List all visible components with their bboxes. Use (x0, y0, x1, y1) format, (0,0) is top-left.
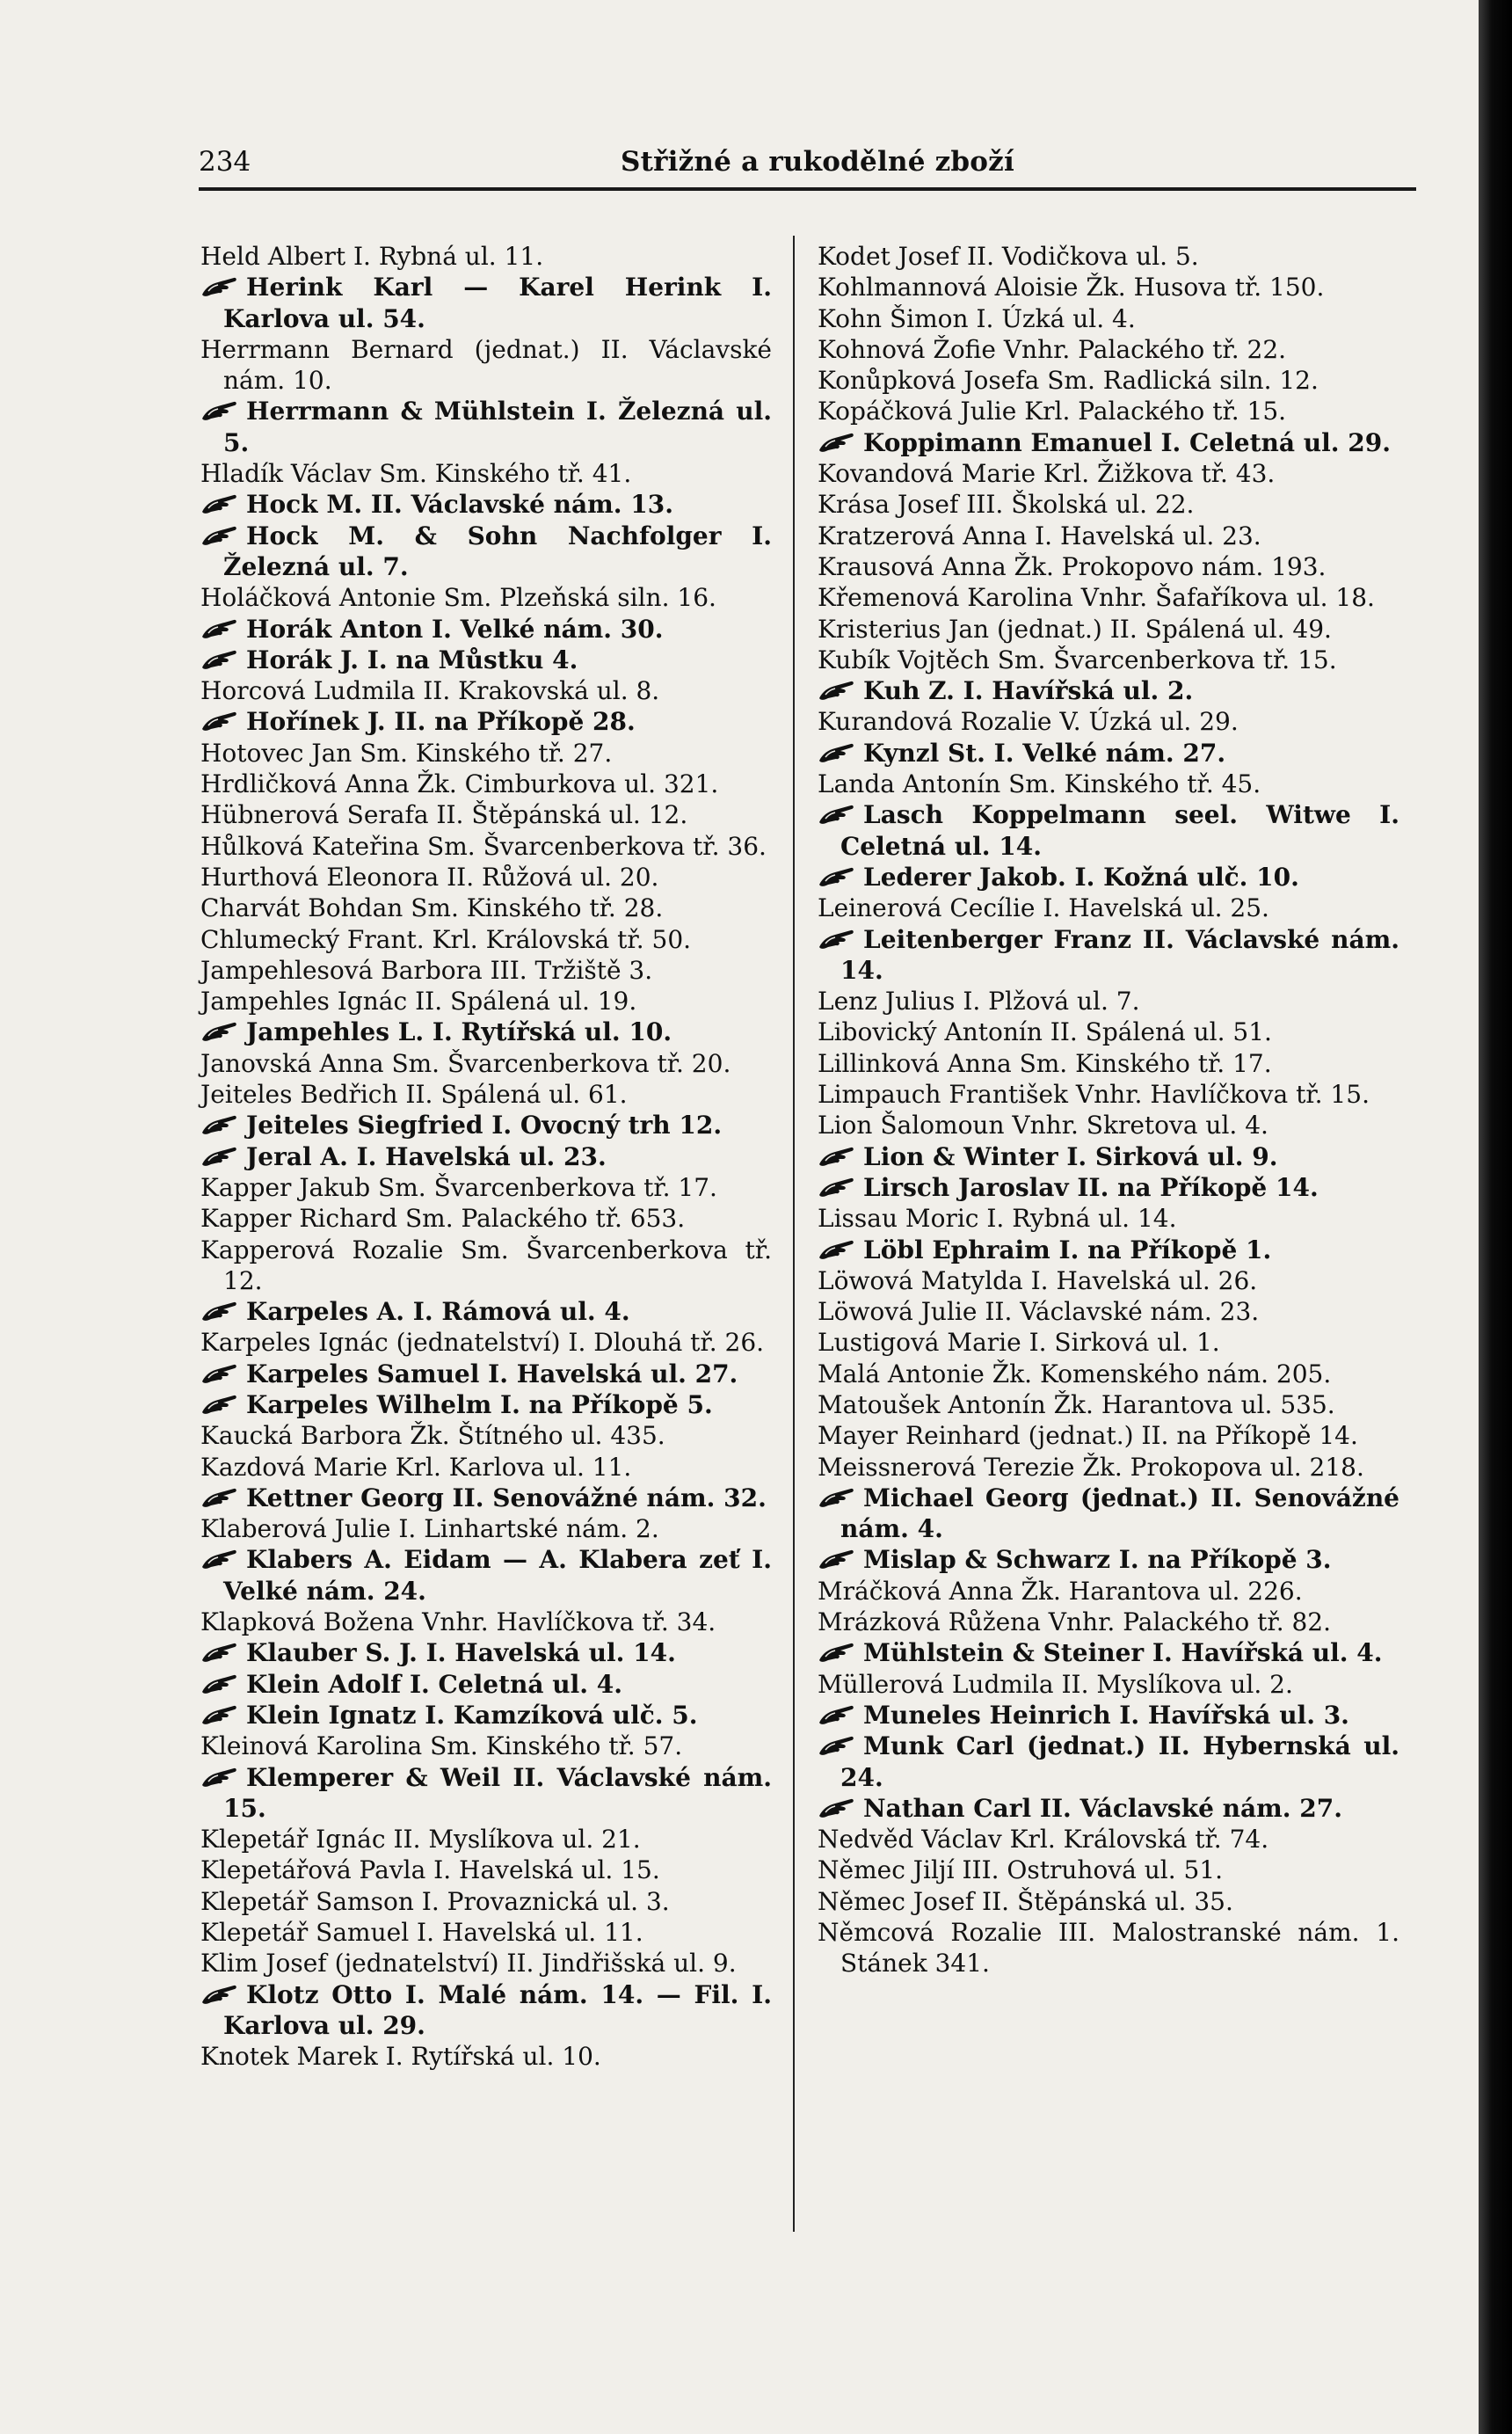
directory-entry (818, 1669, 1399, 1700)
entry-text: Kohn Šimon I. Úzká ul. 4. (818, 303, 1136, 333)
pointing-hand-icon (200, 710, 237, 732)
entry-text: Lustigová Marie I. Sirková ul. 1. (818, 1328, 1220, 1358)
directory-entry (200, 1886, 772, 1917)
entry-text: Jampehles L. I. Rytířská ul. 10. (246, 1017, 672, 1047)
directory-entry (818, 645, 1399, 675)
directory-entry (200, 924, 772, 955)
column-divider (793, 236, 795, 2232)
directory-entry (200, 738, 772, 769)
entry-text: Jeiteles Bedřich II. Spálená ul. 61. (200, 1080, 628, 1110)
entry-text: Lion & Winter I. Sirková ul. 9. (863, 1141, 1278, 1171)
directory-entry (200, 799, 772, 830)
directory-entry (200, 862, 772, 893)
entry-text: Klein Adolf I. Celetná ul. 4. (246, 1669, 622, 1699)
entry-text: Kodet Josef II. Vodičkova ul. 5. (818, 242, 1199, 271)
advertised-entry (818, 862, 1399, 893)
pointing-hand-icon (818, 1796, 854, 1819)
advertised-entry (200, 1110, 772, 1140)
advertised-entry (200, 521, 772, 583)
entry-text: Mrázková Růžena Vnhr. Palackého tř. 82. (818, 1607, 1332, 1637)
entry-text: Karpeles Ignác (jednatelství) I. Dlouhá tř. 26. (200, 1328, 765, 1358)
entry-text: Hořínek J. II. na Příkopě 28. (246, 707, 636, 737)
directory-entry (200, 334, 772, 397)
entry-text: Klim Josef (jednatelství) II. Jindřišská ul. 9. (200, 1949, 737, 1979)
entry-text: Jampehlesová Barbora III. Tržiště 3. (200, 955, 653, 985)
directory-entry (200, 769, 772, 799)
directory-entry (200, 1855, 772, 1885)
entry-text: Lenz Julius I. Plžová ul. 7. (818, 987, 1140, 1017)
directory-entry (200, 1824, 772, 1855)
entry-text: Kristerius Jan (jednat.) II. Spálená ul. 49. (818, 614, 1332, 644)
advertised-entry (818, 427, 1399, 458)
pointing-hand-icon (200, 275, 237, 298)
advertised-entry (200, 1762, 772, 1825)
entry-text: Müllerová Ludmila II. Myslíkova ul. 2. (818, 1669, 1293, 1699)
entry-text: Horák J. I. na Můstku 4. (246, 645, 578, 674)
advertised-entry (200, 1017, 772, 1047)
entry-text: Hock M. & Sohn Nachfolger I. Železná ul. 7. (223, 521, 772, 581)
directory-entry (818, 769, 1399, 799)
advertised-entry (200, 1141, 772, 1172)
directory-entry (200, 986, 772, 1017)
advertised-entry (200, 645, 772, 675)
directory-entry (818, 1824, 1399, 1855)
advertised-entry (200, 1669, 772, 1700)
pointing-hand-icon (200, 1145, 237, 1168)
directory-entry (200, 1048, 772, 1079)
entry-text: Němcová Rozalie III. Malostranské nám. 1. Stánek 341. (818, 1918, 1399, 1979)
left-column (200, 241, 772, 2073)
pointing-hand-icon (200, 1020, 237, 1043)
entry-text: Lederer Jakob. I. Kožná ulč. 10. (863, 862, 1299, 892)
pointing-hand-icon (818, 1703, 854, 1726)
advertised-entry (818, 1637, 1399, 1668)
entry-text: Charvát Bohdan Sm. Kinského tř. 28. (200, 893, 664, 923)
entry-text: Leinerová Cecílie I. Havelská ul. 25. (818, 893, 1269, 923)
entry-text: Herrmann & Mühlstein I. Železná ul. 5. (223, 397, 772, 457)
directory-entry (818, 1110, 1399, 1140)
advertised-entry (200, 1979, 772, 2042)
entry-text: Muneles Heinrich I. Havířská ul. 3. (863, 1700, 1349, 1730)
directory-entry (200, 675, 772, 706)
entry-text: Hotovec Jan Sm. Kinského tř. 27. (200, 738, 613, 768)
advertised-entry (818, 1544, 1399, 1575)
pointing-hand-icon (818, 1641, 854, 1664)
directory-entry (200, 458, 772, 489)
entry-text: Kettner Georg II. Senovážné nám. 32. (246, 1483, 767, 1512)
entry-text: Malá Antonie Žk. Komenského nám. 205. (818, 1359, 1332, 1388)
entry-text: Klotz Otto I. Malé nám. 14. — Fil. I. Karlova ul. 29. (223, 1979, 772, 2040)
directory-entry (200, 831, 772, 862)
entry-text: Kuh Z. I. Havířská ul. 2. (863, 676, 1194, 706)
directory-entry (818, 1327, 1399, 1358)
directory-entry (818, 1607, 1399, 1637)
directory-entry (818, 551, 1399, 582)
directory-entry (818, 1017, 1399, 1047)
advertised-entry (818, 924, 1399, 987)
entry-text: Landa Antonín Sm. Kinského tř. 45. (818, 769, 1261, 799)
entry-text: Kohnová Žofie Vnhr. Palackého tř. 22. (818, 334, 1287, 364)
pointing-hand-icon (200, 617, 237, 640)
directory-entry (818, 614, 1399, 645)
entry-text: Klemperer & Weil II. Václavské nám. 15. (223, 1762, 772, 1823)
entry-text: Krausová Anna Žk. Prokopovo nám. 193. (818, 551, 1327, 581)
entry-text: Hurthová Eleonora II. Růžová ul. 20. (200, 862, 659, 892)
entry-text: Jeiteles Siegfried I. Ovocný trh 12. (246, 1111, 723, 1140)
directory-entry (818, 1917, 1399, 1979)
advertised-entry (200, 1296, 772, 1327)
entry-text: Klepetář Samuel I. Havelská ul. 11. (200, 1918, 643, 1948)
pointing-hand-icon (200, 1486, 237, 1509)
entry-text: Löwová Matylda I. Havelská ul. 26. (818, 1265, 1258, 1295)
advertised-entry (818, 1731, 1399, 1793)
directory-entry (818, 1048, 1399, 1079)
entry-text: Nedvěd Václav Krl. Královská tř. 74. (818, 1825, 1269, 1855)
directory-entry (818, 706, 1399, 737)
pointing-hand-icon (818, 1176, 854, 1199)
directory-entry (200, 1917, 772, 1948)
pointing-hand-icon (200, 1393, 237, 1416)
entry-text: Křemenová Karolina Vnhr. Šafaříkova ul. 18. (818, 583, 1375, 613)
entry-text: Karpeles Wilhelm I. na Příkopě 5. (246, 1389, 713, 1419)
book-spine-shadow (1479, 0, 1512, 2434)
entry-text: Lasch Koppelmann seel. Witwe I. Celetná ul. 14. (840, 800, 1399, 861)
entry-text: Meissnerová Terezie Žk. Prokopova ul. 218. (818, 1452, 1364, 1482)
entry-text: Klaberová Julie I. Linhartské nám. 2. (200, 1514, 659, 1544)
directory-entry (200, 1235, 772, 1297)
directory-entry (200, 893, 772, 923)
pointing-hand-icon (818, 1145, 854, 1168)
directory-entry (818, 582, 1399, 613)
directory-entry (818, 334, 1399, 365)
entry-text: Kurandová Rozalie V. Úzká ul. 29. (818, 707, 1239, 737)
entry-text: Libovický Antonín II. Spálená ul. 51. (818, 1017, 1272, 1047)
entry-text: Němec Josef II. Štěpánská ul. 35. (818, 1886, 1233, 1916)
directory-entry (200, 1327, 772, 1358)
pointing-hand-icon (200, 492, 237, 515)
advertised-entry (200, 1483, 772, 1513)
pointing-hand-icon (818, 741, 854, 764)
advertised-entry (200, 489, 772, 520)
entry-text: Klepetář Ignác II. Myslíkova ul. 21. (200, 1825, 641, 1855)
header-rule (199, 187, 1416, 191)
running-title: Střižné a rukodělné zboží (621, 146, 1014, 178)
directory-entry (818, 986, 1399, 1017)
pointing-hand-icon (818, 679, 854, 702)
entry-text: Krása Josef III. Školská ul. 22. (818, 490, 1195, 520)
pointing-hand-icon (818, 1734, 854, 1757)
entry-text: Hrdličková Anna Žk. Cimburkova ul. 321. (200, 769, 719, 799)
directory-entry (200, 1172, 772, 1203)
directory-entry (200, 1948, 772, 1979)
directory-entry (818, 1359, 1399, 1389)
page-number: 234 (199, 146, 251, 178)
entry-text: Mislap & Schwarz I. na Příkopě 3. (863, 1545, 1332, 1575)
entry-text: Klabers A. Eidam — A. Klabera zeť I. Velké nám. 24. (223, 1545, 772, 1606)
entry-text: Hock M. II. Václavské nám. 13. (246, 490, 673, 520)
entry-text: Mayer Reinhard (jednat.) II. na Příkopě 14. (818, 1421, 1358, 1451)
directory-entry (818, 521, 1399, 551)
directory-entry (818, 893, 1399, 923)
directory-entry (200, 1203, 772, 1234)
entry-text: Nathan Carl II. Václavské nám. 27. (863, 1793, 1342, 1823)
entry-text: Horcová Ludmila II. Krakovská ul. 8. (200, 676, 660, 706)
entry-text: Löwová Julie II. Václavské nám. 23. (818, 1297, 1260, 1327)
advertised-entry (200, 1544, 772, 1607)
entry-text: Kaucká Barbora Žk. Štítného ul. 435. (200, 1421, 665, 1451)
entry-text: Kapperová Rozalie Sm. Švarcenberkova tř. 12. (200, 1235, 772, 1295)
entry-text: Kapper Richard Sm. Palackého tř. 653. (200, 1204, 686, 1234)
directory-entry (200, 1607, 772, 1637)
advertised-entry (200, 1637, 772, 1668)
directory-entry (818, 1855, 1399, 1885)
directory-entry (818, 1452, 1399, 1483)
advertised-entry (200, 1359, 772, 1389)
entry-text: Leitenberger Franz II. Václavské nám. 14. (840, 924, 1399, 985)
pointing-hand-icon (200, 1703, 237, 1726)
entry-text: Löbl Ephraim I. na Příkopě 1. (863, 1235, 1272, 1264)
directory-entry (200, 1079, 772, 1110)
entry-text: Konůpková Josefa Sm. Radlická siln. 12. (818, 366, 1319, 396)
entry-text: Herink Karl — Karel Herink I. Karlova ul. 54. (223, 273, 772, 333)
directory-entry (818, 1420, 1399, 1451)
entry-text: Lirsch Jaroslav II. na Příkopě 14. (863, 1172, 1319, 1202)
advertised-entry (818, 1793, 1399, 1824)
entry-text: Kynzl St. I. Velké nám. 27. (863, 738, 1226, 768)
advertised-entry (200, 1389, 772, 1420)
advertised-entry (200, 272, 772, 334)
pointing-hand-icon (818, 1548, 854, 1570)
entry-text: Hůlková Kateřina Sm. Švarcenberkova tř. 36. (200, 831, 767, 861)
entry-text: Kohlmannová Aloisie Žk. Husova tř. 150. (818, 273, 1325, 302)
entry-text: Kazdová Marie Krl. Karlova ul. 11. (200, 1452, 632, 1482)
pointing-hand-icon (818, 1238, 854, 1261)
pointing-hand-icon (200, 524, 237, 547)
pointing-hand-icon (818, 803, 854, 826)
directory-entry (200, 1513, 772, 1544)
entry-text: Kratzerová Anna I. Havelská ul. 23. (818, 521, 1261, 550)
entry-text: Chlumecký Frant. Krl. Královská tř. 50. (200, 924, 692, 954)
entry-text: Klepetářová Pavla I. Havelská ul. 15. (200, 1855, 660, 1885)
pointing-hand-icon (818, 928, 854, 951)
entry-text: Hladík Václav Sm. Kinského tř. 41. (200, 459, 632, 489)
pointing-hand-icon (200, 1983, 237, 2006)
entry-text: Klepetář Samson I. Provaznická ul. 3. (200, 1886, 670, 1916)
directory-entry (200, 955, 772, 986)
pointing-hand-icon (200, 1766, 237, 1789)
advertised-entry (200, 614, 772, 645)
page-header (199, 142, 1412, 186)
advertised-entry (818, 1141, 1399, 1172)
entry-text: Limpauch František Vnhr. Havlíčkova tř. 15. (818, 1080, 1370, 1110)
entry-text: Lissau Moric I. Rybná ul. 14. (818, 1204, 1177, 1234)
directory-entry (200, 1420, 772, 1451)
pointing-hand-icon (818, 1486, 854, 1509)
directory-entry (200, 241, 772, 272)
directory-entry (200, 582, 772, 613)
entry-text: Jampehles Ignác II. Spálená ul. 19. (200, 987, 637, 1017)
directory-entry (818, 396, 1399, 426)
directory-entry (818, 1265, 1399, 1296)
pointing-hand-icon (818, 431, 854, 454)
entry-text: Held Albert I. Rybná ul. 11. (200, 242, 544, 271)
entry-text: Horák Anton I. Velké nám. 30. (246, 614, 664, 644)
directory-entry (200, 1452, 772, 1483)
pointing-hand-icon (200, 1548, 237, 1570)
entry-text: Matoušek Antonín Žk. Harantova ul. 535. (818, 1389, 1335, 1419)
directory-entry (200, 2041, 772, 2072)
entry-text: Němec Jiljí III. Ostruhová ul. 51. (818, 1855, 1224, 1885)
entry-text: Klapková Božena Vnhr. Havlíčkova tř. 34. (200, 1607, 716, 1637)
advertised-entry (818, 1700, 1399, 1731)
entry-text: Klein Ignatz I. Kamzíková ulč. 5. (246, 1700, 698, 1730)
pointing-hand-icon (818, 865, 854, 888)
directory-entry (818, 303, 1399, 334)
directory-entry (200, 1731, 772, 1761)
entry-text: Karpeles A. I. Rámová ul. 4. (246, 1297, 630, 1327)
directory-entry (818, 272, 1399, 302)
entry-text: Kapper Jakub Sm. Švarcenberkova tř. 17. (200, 1172, 717, 1202)
directory-entry (818, 241, 1399, 272)
entry-text: Munk Carl (jednat.) II. Hybernská ul. 24. (840, 1731, 1399, 1792)
pointing-hand-icon (200, 1113, 237, 1136)
advertised-entry (818, 738, 1399, 769)
pointing-hand-icon (200, 1672, 237, 1695)
right-column (818, 241, 1399, 1979)
entry-text: Herrmann Bernard (jednat.) II. Václavské nám. 10. (200, 334, 772, 396)
directory-entry (818, 489, 1399, 520)
directory-entry (818, 1576, 1399, 1607)
entry-text: Klauber S. J. I. Havelská ul. 14. (246, 1638, 676, 1668)
advertised-entry (818, 1235, 1399, 1265)
pointing-hand-icon (200, 1300, 237, 1323)
entry-text: Jeral A. I. Havelská ul. 23. (246, 1141, 607, 1171)
advertised-entry (200, 706, 772, 737)
directory-entry (818, 1389, 1399, 1420)
entry-text: Kovandová Marie Krl. Žižkova tř. 43. (818, 459, 1276, 489)
entry-text: Kopáčková Julie Krl. Palackého tř. 15. (818, 397, 1287, 426)
entry-text: Lion Šalomoun Vnhr. Skretova ul. 4. (818, 1111, 1268, 1140)
directory-entry (818, 365, 1399, 396)
directory-entry (818, 1296, 1399, 1327)
directory-entry (818, 1886, 1399, 1917)
advertised-entry (818, 1483, 1399, 1545)
entry-text: Koppimann Emanuel I. Celetná ul. 29. (863, 427, 1391, 457)
pointing-hand-icon (200, 1641, 237, 1664)
entry-text: Mühlstein & Steiner I. Havířská ul. 4. (863, 1638, 1383, 1668)
entry-text: Lillinková Anna Sm. Kinského tř. 17. (818, 1048, 1272, 1078)
advertised-entry (200, 1700, 772, 1731)
entry-text: Holáčková Antonie Sm. Plzeňská siln. 16. (200, 583, 716, 613)
advertised-entry (818, 799, 1399, 862)
entry-text: Mráčková Anna Žk. Harantova ul. 226. (818, 1576, 1303, 1606)
entry-text: Hübnerová Serafa II. Štěpánská ul. 12. (200, 800, 688, 830)
directory-entry (818, 1079, 1399, 1110)
pointing-hand-icon (200, 648, 237, 671)
directory-entry (818, 458, 1399, 489)
directory-entry (818, 1203, 1399, 1234)
pointing-hand-icon (200, 399, 237, 422)
entry-text: Knotek Marek I. Rytířská ul. 10. (200, 2042, 601, 2072)
entry-text: Michael Georg (jednat.) II. Senovážné nám. 4. (840, 1483, 1399, 1544)
advertised-entry (818, 675, 1399, 706)
entry-text: Janovská Anna Sm. Švarcenberkova tř. 20. (200, 1048, 731, 1078)
advertised-entry (200, 396, 772, 458)
pointing-hand-icon (200, 1362, 237, 1385)
entry-text: Kubík Vojtěch Sm. Švarcenberkova tř. 15. (818, 645, 1337, 674)
entry-text: Kleinová Karolina Sm. Kinského tř. 57. (200, 1731, 683, 1761)
entry-text: Karpeles Samuel I. Havelská ul. 27. (246, 1359, 738, 1388)
advertised-entry (818, 1172, 1399, 1203)
